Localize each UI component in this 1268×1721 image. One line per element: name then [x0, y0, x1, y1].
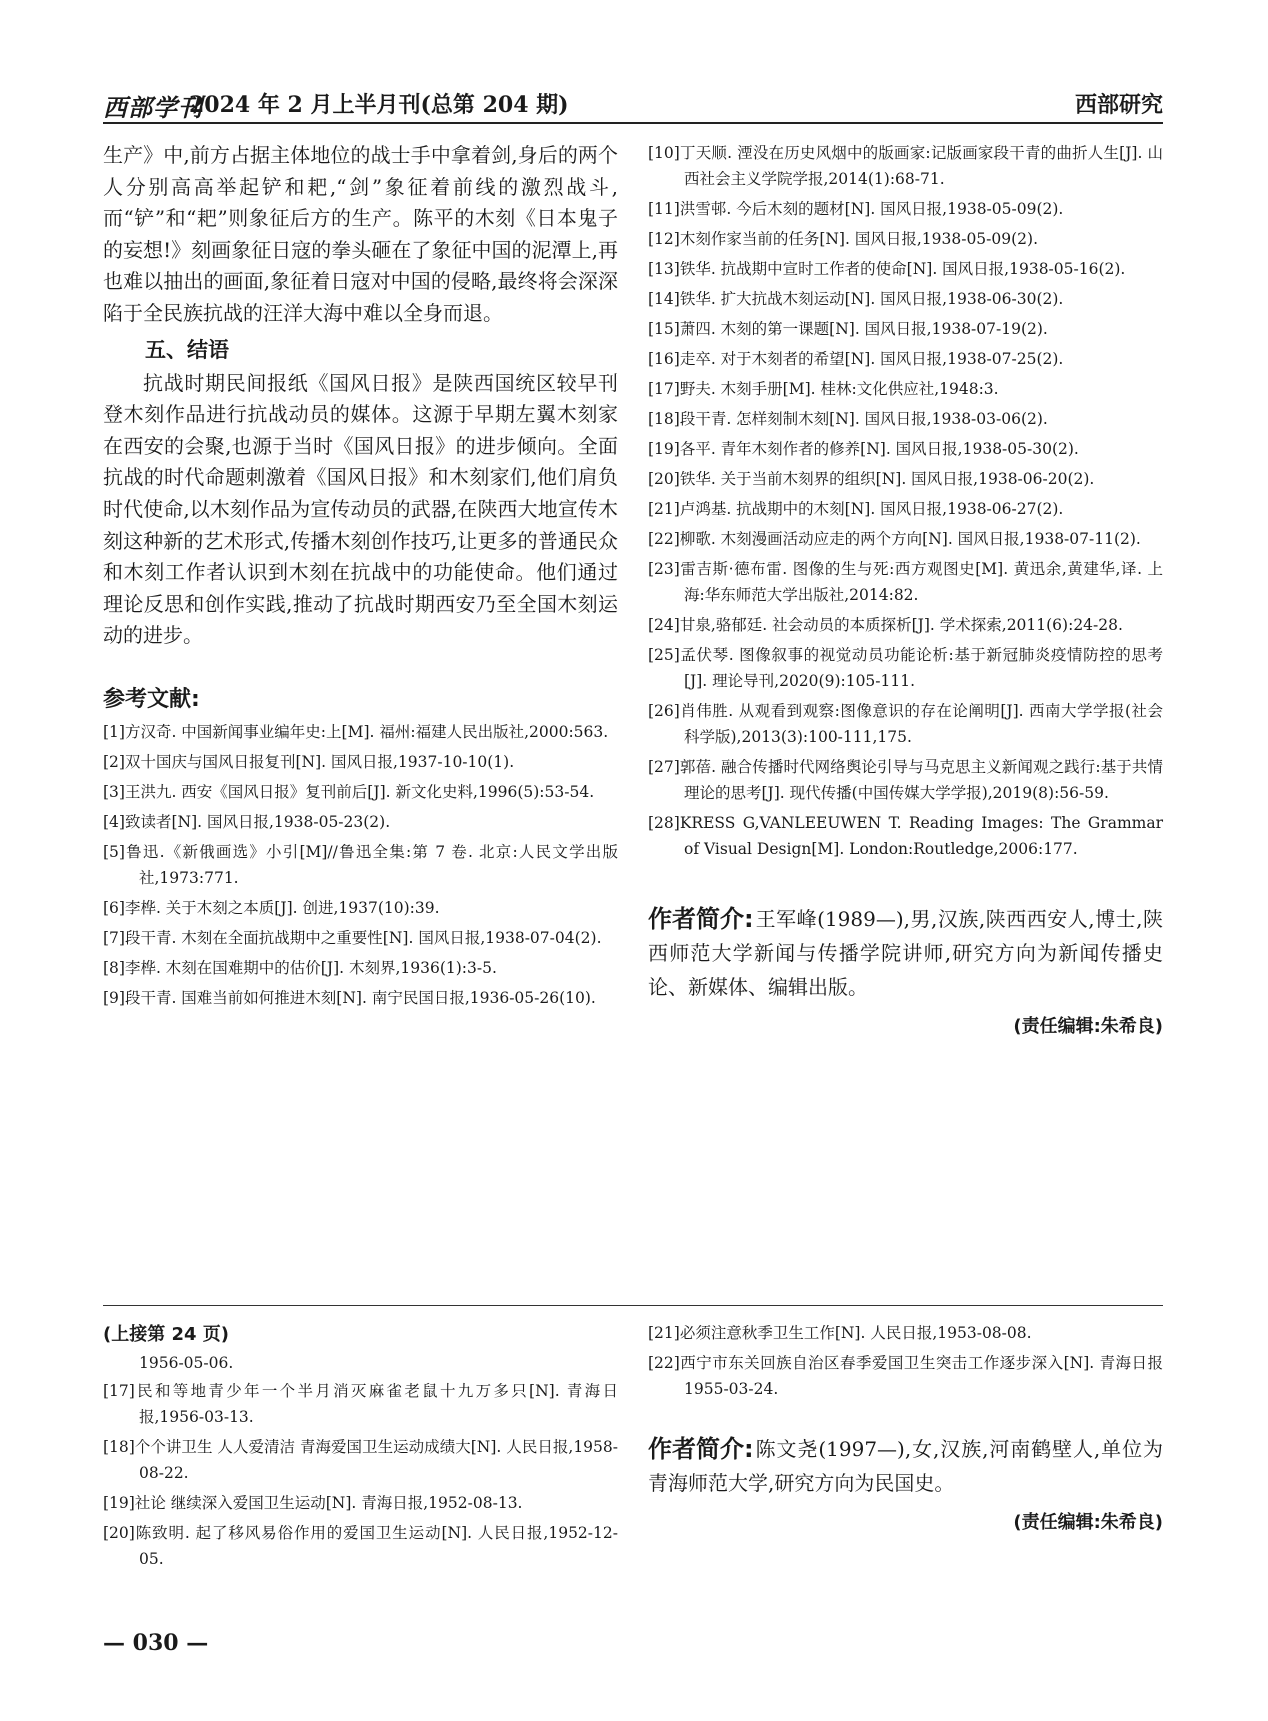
- reference-item: [8]李桦. 木刻在国难期中的估价[J]. 木刻界,1936(1):3-5.: [103, 958, 497, 977]
- running-header: [103, 84, 1163, 124]
- page-number: — 030 —: [103, 1630, 209, 1656]
- bottom-left-column: [103, 1320, 618, 1576]
- body-paragraph-1: 生产》中,前方占据主体地位的战士手中拿着剑,身后的两个人分别高高举起铲和耙,“剑”象征着前线的激烈战斗,而“铲”和“耙”则象征后方的生产。陈平的木刻《日本鬼子的妄想!》刻画象征日寇的拳头砸在了象征中国的泥潭上,再也难以抽出的画面,象征着日寇对中国的侵略,最终将会深深陷于全民族抗战的汪洋大海中难以全身而退。: [103, 143, 618, 325]
- reference-item: [21]必须注意秋季卫生工作[N]. 人民日报,1953-08-08.: [648, 1324, 1032, 1342]
- reference-list-right: [648, 140, 1163, 862]
- reference-item: [9]段干青. 国难当前如何推进木刻[N]. 南宁民国日报,1936-05-26(10).: [103, 988, 596, 1007]
- reference-item: [28]KRESS G,VANLEEUWEN T. Reading Images: The Grammar of Visual Design[M]. London:Routledge,2006:177.: [648, 814, 1163, 858]
- author-bio-text: 王军峰(1989—),男,汉族,陕西西安人,博士,陕西师范大学新闻与传播学院讲师,研究方向为新闻传播史论、新媒体、编辑出版。: [648, 907, 1163, 999]
- responsible-editor: (责任编辑:朱希良): [1013, 1016, 1163, 1037]
- reference-item: [22]柳歌. 木刻漫画活动应走的两个方向[N]. 国风日报,1938-07-11(2).: [648, 530, 1141, 548]
- author-bio-label: 作者简介:: [648, 905, 754, 933]
- reference-item: [22]西宁市东关回族自治区春季爱国卫生突击工作逐步深入[N]. 青海日报 1955-03-24.: [648, 1354, 1163, 1398]
- reference-item: [11]洪雪邨. 今后木刻的题材[N]. 国风日报,1938-05-09(2).: [648, 200, 1064, 218]
- reference-item: [19]各平. 青年木刻作者的修养[N]. 国风日报,1938-05-30(2).: [648, 440, 1079, 458]
- reference-item: [17]野夫. 木刻手册[M]. 桂林:文化供应社,1948:3.: [648, 380, 999, 398]
- reference-item: [23]雷吉斯·德布雷. 图像的生与死:西方观图史[M]. 黄迅余,黄建华,译. 上海:华东师范大学出版社,2014:82.: [648, 560, 1163, 604]
- reference-item: [25]孟伏琴. 图像叙事的视觉动员功能论析:基于新冠肺炎疫情防控的思考[J]. 理论导刊,2020(9):105-111.: [648, 646, 1163, 690]
- author-bio: [648, 1432, 1163, 1500]
- reference-item: [26]肖伟胜. 从观看到观察:图像意识的存在论阐明[J]. 西南大学学报(社会科学版),2013(3):100-111,175.: [648, 702, 1163, 746]
- reference-item: [7]段干青. 木刻在全面抗战期中之重要性[N]. 国风日报,1938-07-04(2).: [103, 928, 602, 947]
- reference-item: [27]郭蓓. 融合传播时代网络舆论引导与马克思主义新闻观之践行:基于共情理论的思考[J]. 现代传播(中国传媒大学学报),2019(8):56-59.: [648, 758, 1163, 802]
- reference-continuation: 1956-05-06.: [139, 1354, 234, 1372]
- section-divider: [103, 1305, 1163, 1306]
- reference-item: [24]甘泉,骆郁廷. 社会动员的本质探析[J]. 学术探索,2011(6):24-28.: [648, 616, 1123, 634]
- reference-item: [12]木刻作家当前的任务[N]. 国风日报,1938-05-09(2).: [648, 230, 1039, 248]
- reference-item: [10]丁天顺. 湮没在历史风烟中的版画家:记版画家段干青的曲折人生[J]. 山西社会主义学院学报,2014(1):68-71.: [648, 144, 1163, 188]
- reference-item: [1]方汉奇. 中国新闻事业编年史:上[M]. 福州:福建人民出版社,2000:563.: [103, 722, 609, 741]
- issue-info: 2024 年 2 月上半月刊(总第 204 期): [189, 92, 569, 118]
- reference-list-bottom-right: [648, 1320, 1163, 1402]
- reference-item: [20]陈致明. 起了移风易俗作用的爱国卫生运动[N]. 人民日报,1952-12-05.: [103, 1524, 618, 1568]
- reference-item: [17]民和等地青少年一个半月消灭麻雀老鼠十九万多只[N]. 青海日报,1956-03-13.: [103, 1382, 618, 1426]
- reference-list-left: [103, 719, 618, 1011]
- reference-item: [13]铁华. 抗战期中宣时工作者的使命[N]. 国风日报,1938-05-16(2).: [648, 260, 1126, 278]
- reference-item: [4]致读者[N]. 国风日报,1938-05-23(2).: [103, 812, 391, 831]
- section-title: 西部研究: [1074, 92, 1163, 118]
- continued-from-note: (上接第 24 页): [103, 1324, 230, 1345]
- left-column: [103, 140, 618, 1015]
- reference-item: [21]卢鸿基. 抗战期中的木刻[N]. 国风日报,1938-06-27(2).: [648, 500, 1064, 518]
- reference-item: [16]走卒. 对于木刻者的希望[N]. 国风日报,1938-07-25(2).: [648, 350, 1064, 368]
- section-heading: 五、结语: [145, 337, 229, 362]
- reference-item: [2]双十国庆与国风日报复刊[N]. 国风日报,1937-10-10(1).: [103, 752, 515, 771]
- reference-list-bottom-left: [103, 1378, 618, 1572]
- responsible-editor: (责任编辑:朱希良): [1013, 1512, 1163, 1533]
- reference-item: [6]李桦. 关于木刻之本质[J]. 创进,1937(10):39.: [103, 898, 440, 917]
- author-bio: [648, 902, 1163, 1004]
- right-column: [648, 140, 1163, 1038]
- reference-item: [15]萧四. 木刻的第一课题[N]. 国风日报,1938-07-19(2).: [648, 320, 1048, 338]
- reference-item: [19]社论 继续深入爱国卫生运动[N]. 青海日报,1952-08-13.: [103, 1494, 523, 1512]
- bottom-right-column: [648, 1320, 1163, 1534]
- body-paragraph-2: 抗战时期民间报纸《国风日报》是陕西国统区较早刊登木刻作品进行抗战动员的媒体。这源于早期左翼木刻家在西安的会聚,也源于当时《国风日报》的进步倾向。全面抗战的时代命题刺激着《国风日报》和木刻家们,他们肩负时代使命,以木刻作品为宣传动员的武器,在陕西大地宣传木刻这种新的艺术形式,传播木刻创作技巧,让更多的普通民众和木刻工作者认识到木刻在抗战中的功能使命。他们通过理论反思和创作实践,推动了抗战时期西安乃至全国木刻运动的进步。: [103, 370, 618, 648]
- reference-item: [20]铁华. 关于当前木刻界的组织[N]. 国风日报,1938-06-20(2).: [648, 470, 1095, 488]
- reference-item: [18]个个讲卫生 人人爱清洁 青海爱国卫生运动成绩大[N]. 人民日报,1958-08-22.: [103, 1438, 618, 1482]
- reference-item: [3]王洪九. 西安《国风日报》复刊前后[J]. 新文化史料,1996(5):53-54.: [103, 782, 595, 801]
- reference-item: [5]鲁迅.《新俄画选》小引[M]//鲁迅全集:第 7 卷. 北京:人民文学出版社,1973:771.: [103, 842, 618, 887]
- reference-item: [18]段干青. 怎样刻制木刻[N]. 国风日报,1938-03-06(2).: [648, 410, 1048, 428]
- author-bio-label: 作者简介:: [648, 1435, 754, 1463]
- author-bio-text: 陈文尧(1997—),女,汉族,河南鹤壁人,单位为青海师范大学,研究方向为民国史。: [648, 1437, 1163, 1495]
- references-title: 参考文献:: [103, 686, 200, 712]
- reference-item: [14]铁华. 扩大抗战木刻运动[N]. 国风日报,1938-06-30(2).: [648, 290, 1064, 308]
- header-rule: [103, 122, 1163, 124]
- journal-logo: 西部学刊: [103, 93, 203, 122]
